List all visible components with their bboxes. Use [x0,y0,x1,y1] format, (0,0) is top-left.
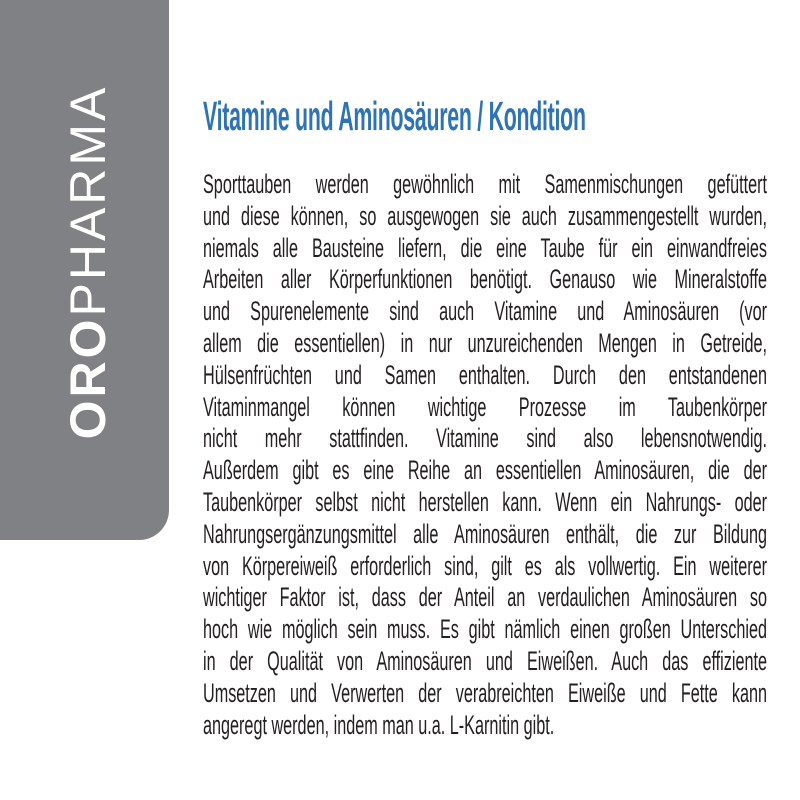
text-line: Außerdem gibt es eine Reihe an essentiellen Aminosäuren, die der [203,455,767,486]
text-line: Sporttauben werden gewöhnlich mit Samenmischungen gefüttert [203,169,767,199]
body-text [203,169,767,741]
text-line: hoch wie möglich sein muss. Es gibt nämlich einen großen Unterschied [203,614,767,645]
brand-logo-light: PHARMA [60,84,116,317]
text-line: nicht mehr stattfinden. Vitamine sind also lebensnotwendig. [203,423,767,454]
text-line: Nahrungsergänzungsmittel alle Aminosäuren enthält, die zur Bildung [203,518,767,549]
brand-logo-bold: ORO [60,316,116,440]
text-line: und Spurenelemente sind auch Vitamine und Aminosäuren (vor [203,296,767,327]
text-line: und diese können, so ausgewogen sie auch zusammengestellt wurden, [203,200,767,231]
text-line: angeregt werden, indem man u.a. L-Karnitin gibt. [203,709,555,740]
text-line: Hülsenfrüchten und Samen enthalten. Durch den entstandenen [203,359,767,390]
text-line: wichtiger Faktor ist, dass der Anteil an verdaulichen Aminosäuren so [203,582,767,613]
text-line: in der Qualität von Aminosäuren und Eiweißen. Auch das effiziente [203,645,767,676]
text-line: niemals alle Bausteine liefern, die eine Taube für ein einwandfreies [203,232,767,263]
text-line: Taubenkörper selbst nicht herstellen kann. Wenn ein Nahrungs- oder [203,486,767,517]
text-line: Umsetzen und Verwerten der verabreichten Eiweiße und Fette kann [203,677,767,708]
text-line: von Körpereiweiß erforderlich sind, gilt es als vollwertig. Ein weiterer [203,550,767,581]
text-line: Vitaminmangel können wichtige Prozesse im Taubenkörper [203,391,767,422]
text-line: Arbeiten aller Körperfunktionen benötigt. Genauso wie Mineralstoffe [203,264,767,295]
text-line: allem die essentiellen) in nur unzureichenden Mengen in Getreide, [203,327,767,358]
brand-logo [60,84,116,440]
page-title: Vitamine und Aminosäuren / Kondition [203,93,586,139]
